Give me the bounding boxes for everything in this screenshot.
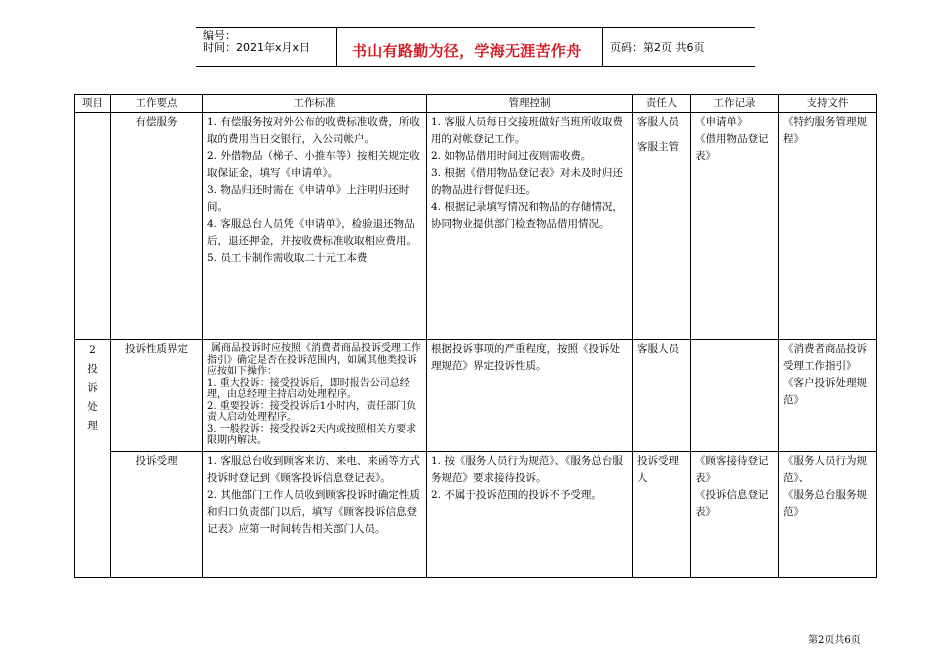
table-row-complaint-nature: [75, 340, 877, 452]
standard-line: 1. 客服总台收到顾客来访、来电、来函等方式投诉时登记到《顾客投诉信息登记表》。: [207, 455, 420, 484]
standard-cell-complaint-acceptance: [203, 452, 427, 578]
control-line: 2. 如物品借用时间过夜则需收费。: [431, 150, 592, 162]
item-char: 处: [87, 401, 98, 413]
work-standard-table: [74, 94, 877, 578]
docs-cell-complaint-acceptance: [779, 452, 877, 578]
col-header-key-point: 工作要点: [111, 95, 203, 113]
control-line: 1. 客服人员每日交接班做好当班所收取费用的对帐登记工作。: [431, 116, 623, 145]
page-footer: 第2页共6页: [808, 635, 861, 646]
page-number-label: 页码：第2页 共6页: [610, 41, 705, 54]
standard-line: 1. 有偿服务按对外公布的收费标准收费，所收取的费用当日交银行，入公司帐户。: [207, 116, 420, 145]
doc-line: 《服务人员行为规范》、: [783, 455, 867, 484]
responsible-cell-paid-service: [633, 113, 691, 340]
header-divider-left: [336, 27, 337, 67]
standard-line: 2. 外借物品（梯子、小推车等）按相关规定收取保证金，填写《申请单》。: [207, 150, 420, 179]
record-line: 《投诉信息登记表》: [695, 489, 769, 518]
col-header-standard: 工作标准: [203, 95, 427, 113]
record-line: 《申请单》: [695, 116, 748, 128]
standard-line: 5. 员工卡制作需收取二十元工本费: [207, 252, 368, 264]
control-line: 3. 根据《借用物品登记表》对未及时归还的物品进行督促归还。: [431, 167, 623, 196]
item-char: 投: [87, 363, 98, 375]
control-cell-complaint-nature: [427, 340, 633, 452]
key-point-paid-service: 有偿服务: [111, 113, 203, 340]
responsible-cell-complaint-acceptance: 投诉受理人: [633, 452, 691, 578]
col-header-documents: 支持文件: [779, 95, 877, 113]
standard-line: 2. 重要投诉：接受投诉后1小时内，责任部门负责人启动处理程序。: [207, 400, 417, 423]
standard-line: 1. 重大投诉：接受投诉后，即时报告公司总经理，由总经理主持启动处理程序。: [207, 377, 410, 400]
doc-line: 《服务总台服务规范》: [783, 489, 867, 518]
item-char: 理: [87, 420, 98, 432]
key-point-complaint-acceptance: 投诉受理: [111, 452, 203, 578]
doc-line: 《特约服务管理规程》: [783, 116, 867, 145]
item-cell-complaint-handling: [75, 340, 111, 578]
control-line: 1. 按《服务人员行为规范》、《服务总台服务规范》要求接待投诉。: [431, 455, 623, 484]
motto-banner: 书山有路勤为径，学海无涯苦作舟: [352, 42, 582, 60]
document-code-label: 编号：: [203, 29, 236, 42]
control-cell-complaint-acceptance: [427, 452, 633, 578]
doc-line: 《客户投诉处理规范》: [783, 377, 867, 406]
table-row-complaint-acceptance: [75, 452, 877, 578]
records-cell-complaint-acceptance: [691, 452, 779, 578]
standard-line: 4. 客服总台人员凭《申请单》，检验退还物品后，退还押金，并按收费标准收取相应费用。: [207, 218, 417, 247]
standard-line: 2. 其他部门工作人员收到顾客投诉时确定性质和归口负责部门以后，填写《顾客投诉信息登记表》应第一时间转告相关部门人员。: [207, 489, 420, 535]
header-bottom-rule: [196, 66, 755, 67]
control-line: 2. 不属于投诉范围的投诉不予受理。: [431, 489, 602, 501]
record-line: 《借用物品登记表》: [695, 133, 769, 162]
key-point-complaint-nature: 投诉性质界定: [111, 340, 203, 452]
control-line: 根据投诉事项的严重程度，按照《投诉处理规范》界定投诉性质。: [431, 343, 620, 372]
item-char: 2: [89, 344, 96, 356]
table-header-row: [75, 95, 877, 113]
item-cell-empty: [75, 113, 111, 340]
records-cell-paid-service: [691, 113, 779, 340]
standard-line: 3. 物品归还时需在《申请单》上注明归还时间。: [207, 184, 410, 213]
doc-line: 《消费者商品投诉受理工作指引》: [783, 343, 867, 372]
standard-line: 属商品投诉时应按照《消费者商品投诉受理工作指引》确定是否在投诉范围内，如属其他类投诉应按如下操作：: [207, 343, 421, 377]
docs-cell-complaint-nature: [779, 340, 877, 452]
responsible-line: 客服人员: [637, 116, 679, 128]
col-header-records: 工作记录: [691, 95, 779, 113]
col-header-responsible: 责任人: [633, 95, 691, 113]
standard-cell-paid-service: [203, 113, 427, 340]
item-char: 诉: [87, 382, 98, 394]
document-time-label: 时间：2021年x月x日: [203, 41, 311, 54]
header-divider-right: [602, 27, 603, 67]
records-cell-complaint-nature: [691, 340, 779, 452]
control-cell-paid-service: [427, 113, 633, 340]
standard-cell-complaint-nature: [203, 340, 427, 452]
col-header-control: 管理控制: [427, 95, 633, 113]
table-row-paid-service: [75, 113, 877, 340]
col-header-item: 项目: [75, 95, 111, 113]
header-top-rule: [196, 27, 755, 28]
responsible-line: 客服主管: [637, 141, 679, 153]
responsible-cell-complaint-nature: 客服人员: [633, 340, 691, 452]
docs-cell-paid-service: [779, 113, 877, 340]
control-line: 4. 根据记录填写情况和物品的存储情况，协同物业提供部门检查物品借用情况。: [431, 201, 623, 230]
standard-line: 3. 一般投诉：接受投诉2天内或按照相关方要求限期内解决。: [207, 423, 417, 446]
record-line: 《顾客接待登记表》: [695, 455, 769, 484]
